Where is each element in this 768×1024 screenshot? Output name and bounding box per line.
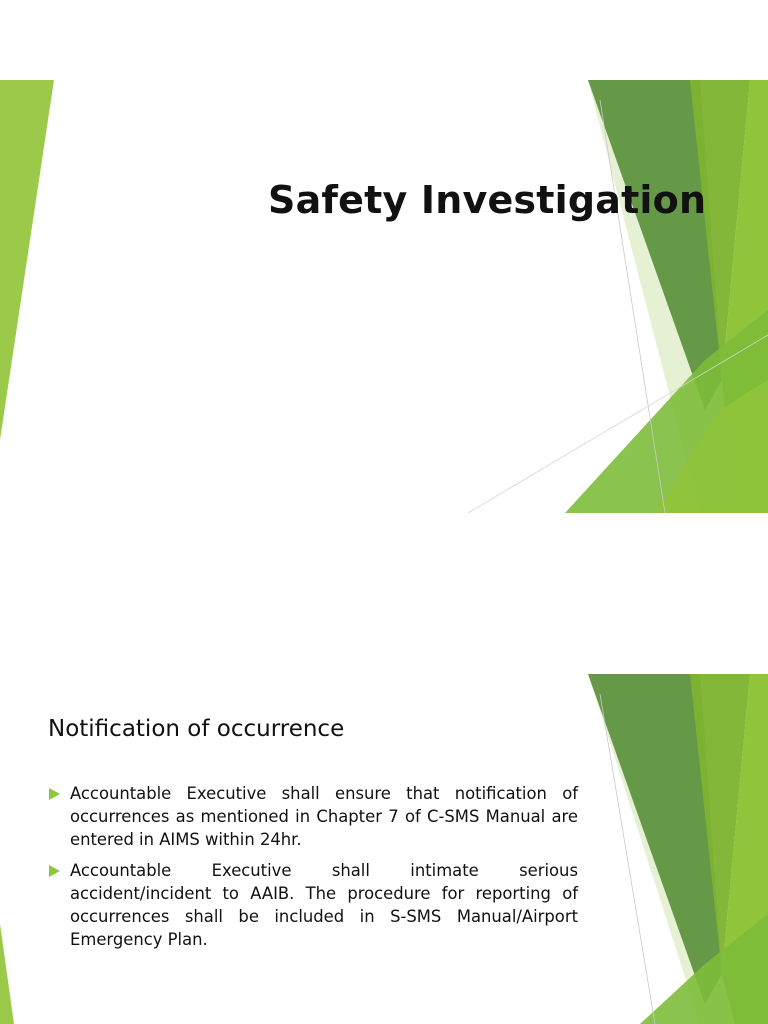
list-item bbox=[48, 859, 578, 951]
list-item bbox=[48, 782, 578, 851]
bullet-list bbox=[48, 782, 578, 959]
triangle-right-icon bbox=[49, 865, 60, 877]
content-slide bbox=[0, 674, 768, 1024]
slide-title: Safety Investigation bbox=[268, 178, 707, 222]
slide-heading: Notification of occurrence bbox=[48, 716, 345, 742]
title-slide bbox=[0, 80, 768, 513]
left-accent-shape bbox=[0, 80, 54, 440]
bullet-text: Accountable Executive shall intimate serious accident/incident to AAIB. The procedure for reporting of occurrences shall be included in S-SMS Manual/Airport Emergency Plan. bbox=[70, 861, 578, 949]
triangle-right-icon bbox=[49, 788, 60, 800]
bullet-text: Accountable Executive shall ensure that notification of occurrences as mentioned in Chapter 7 of C-SMS Manual are entered in AIMS within 24hr. bbox=[70, 784, 578, 849]
green-decoration-graphic bbox=[0, 80, 768, 513]
left-accent-shape bbox=[0, 924, 14, 1024]
